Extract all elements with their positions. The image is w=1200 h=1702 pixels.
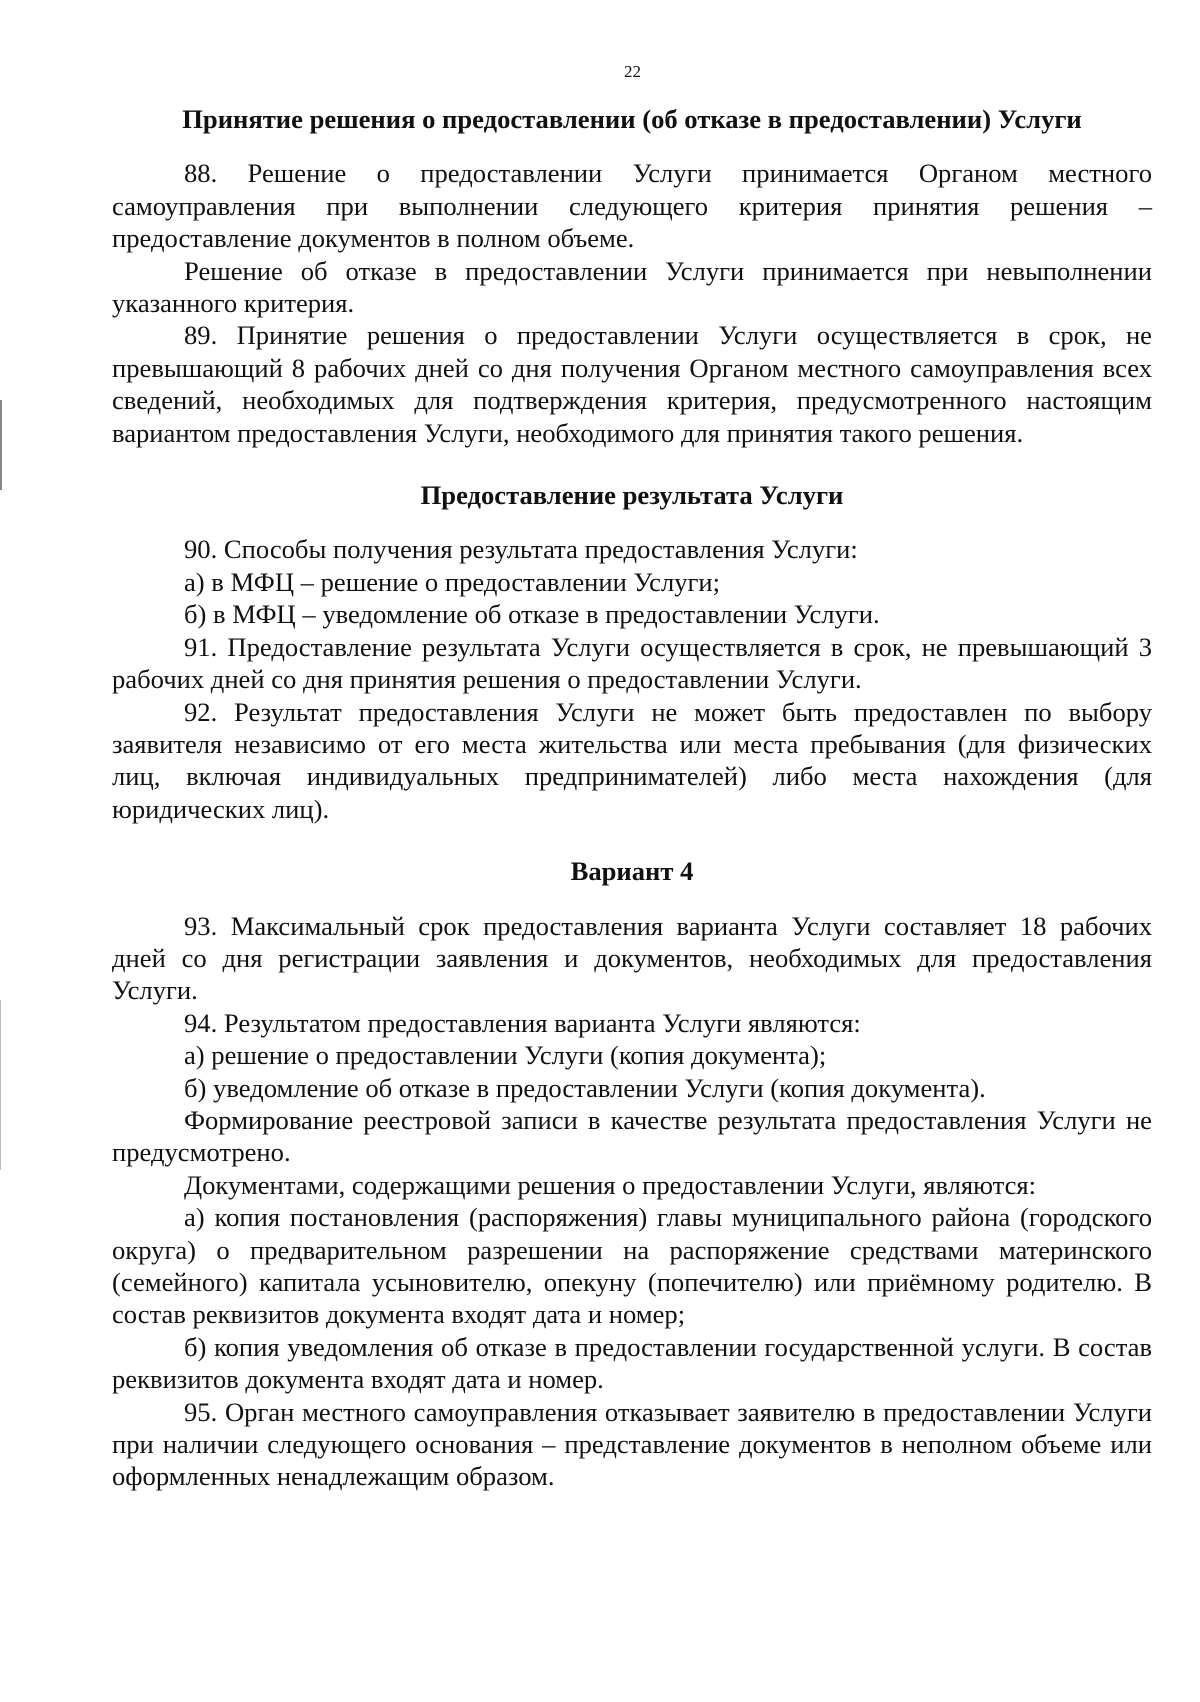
- list-item: а) в МФЦ – решение о предоставлении Услуги;: [184, 566, 721, 597]
- scan-edge-mark: [0, 1000, 1, 1170]
- paragraph: Решение об отказе в предоставлении Услуги принимается при невыполнении указанного критерия.: [112, 255, 1152, 319]
- paragraph: 89. Принятие решения о предоставлении Услуги осуществляется в срок, не превышающий 8 рабочих дней со дня получения Органом местного самоуправления всех сведений, необходимых для подтверждения критерия, предусмотренного настоящим вариантом предоставления Услуги, необходимого для принятия такого решения.: [112, 320, 1152, 448]
- section-heading: Предоставление результата Услуги: [420, 480, 844, 511]
- paragraph: 94. Результатом предоставления варианта Услуги являются:: [184, 1007, 861, 1038]
- paragraph: Формирование реестровой записи в качестве результата предоставления Услуги не предусмотрено.: [112, 1104, 1152, 1168]
- list-item: а) копия постановления (распоряжения) главы муниципального района (городского округа) о предварительном разрешении на распоряжение средствами материнского (семейного) капитала усыновителю, опекуну (попечителю) или приёмному родителю. В состав реквизитов документа входят дата и номер;: [112, 1202, 1152, 1330]
- scan-edge-mark: [0, 400, 2, 490]
- paragraph: 92. Результат предоставления Услуги не может быть предоставлен по выбору заявителя независимо от его места жительства или места пребывания (для физических лиц, включая индивидуальных предпринимателей) либо места нахождения (для юридических лиц).: [112, 696, 1152, 824]
- list-item: б) уведомление об отказе в предоставлении Услуги (копия документа).: [184, 1072, 986, 1103]
- paragraph: 95. Орган местного самоуправления отказывает заявителю в предоставлении Услуги при наличии следующего основания – представление документов в неполном объеме или оформленных ненадлежащим образом.: [112, 1396, 1152, 1492]
- paragraph: 93. Максимальный срок предоставления варианта Услуги составляет 18 рабочих дней со дня регистрации заявления и документов, необходимых для предоставления Услуги.: [112, 910, 1152, 1006]
- page-number: 22: [624, 62, 641, 81]
- paragraph: 88. Решение о предоставлении Услуги принимается Органом местного самоуправления при выполнении следующего критерия принятия решения – предоставление документов в полном объеме.: [112, 158, 1152, 254]
- paragraph: 91. Предоставление результата Услуги осуществляется в срок, не превышающий 3 рабочих дней со дня принятия решения о предоставлении Услуги.: [112, 631, 1152, 695]
- paragraph: 90. Способы получения результата предоставления Услуги:: [184, 534, 858, 565]
- section-heading: Вариант 4: [570, 856, 694, 887]
- list-item: а) решение о предоставлении Услуги (копия документа);: [184, 1040, 827, 1071]
- section-heading: Принятие решения о предоставлении (об отказе в предоставлении) Услуги: [182, 104, 1082, 134]
- list-item: б) копия уведомления об отказе в предоставлении государственной услуги. В состав реквизитов документа входят дата и номер.: [112, 1331, 1152, 1395]
- document-body: [112, 103, 1152, 1493]
- paragraph: Документами, содержащими решения о предоставлении Услуги, являются:: [184, 1169, 1037, 1200]
- list-item: б) в МФЦ – уведомление об отказе в предоставлении Услуги.: [184, 599, 880, 630]
